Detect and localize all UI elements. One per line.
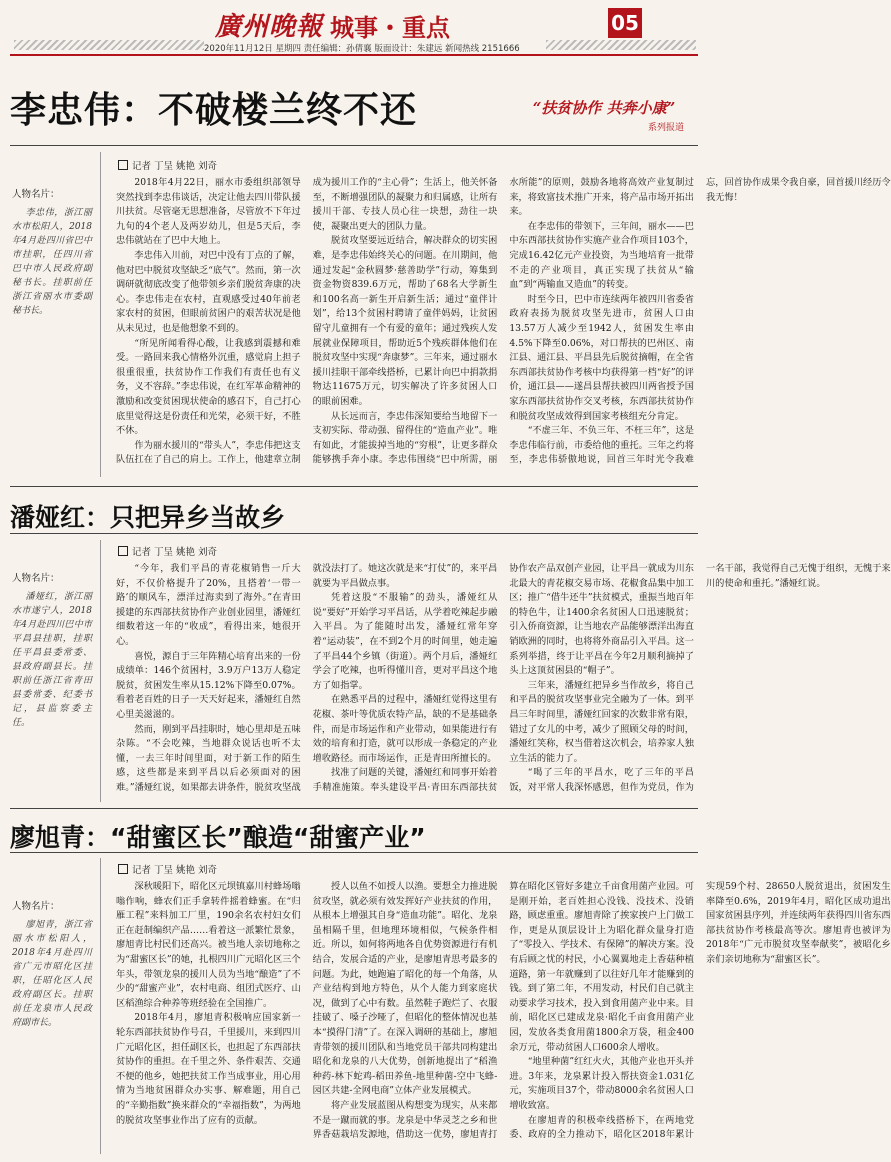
series-tag-sub: 系列报道 (647, 123, 684, 133)
article-paragraph: 喜悦，源自于三年阵精心培育出来的一份成绩单：146个贫困村，3.9万户13万人稳定脱贫，贫困发生率从15.12%下降至0.07%。看着老百姓的日子一天天好起来，潘娅红自然心里美滋滋的。 (116, 650, 301, 720)
article-paragraph: 脱贫攻坚要远近结合，解决群众的切实困难，是李忠伟始终关心的问题。在川期间，他通过发起“金秋圆梦·慈善助学”行动，筹集到资金物资839.6万元，帮助了68名大学新生和100名高一新生开启新生活；通过“童伴计划”，给13个贫困村聘请了童伴妈妈，让贫困留守儿童拥有一个有爱的童年；通过残疾人发展就业保障项目，帮助近5个残疾群体他们在脱贫攻坚中实现“奔康梦”。三年来，通过丽水援川挂职干部牵线搭桥，已累计向巴中捐款捐物达11675万元，切实解决了许多贫困人口的眼前困难。 (312, 235, 498, 407)
article-paragraph: 时至今日，巴中市连续两年被四川省委省政府表扬为脱贫攻坚先进市，贫困人口由13.57万人减少至1942人，贫困发生率由4.5%下降至0.06%，对口帮扶的巴州区、南江县、通江县、平昌县先后脱贫摘帽，在全省东西部扶贫协作考核中均获得第一档“好”的评价，通江县——遂昌县帮扶被四川两省授予国家东西部扶贫协作交叉考核，东西部扶贫协作和脱贫攻坚成效得到国家考核组充分肯定。 (509, 293, 694, 422)
newspaper-logo: 廣州晚報 (215, 12, 324, 42)
article-3-top-rule (10, 808, 698, 809)
article-2-sidebar-rule (100, 540, 101, 802)
profile-text: 潘娅红，浙江丽水市遂宁人，2018年4月赴四川巴中市平昌县挂职，挂职任平昌县委常委、县政府副县长。挂职前任浙江省青田县委常委、纪委书记，县监察委主任。 (12, 592, 92, 728)
page-number-badge: 05 (608, 8, 642, 38)
article-2-profile (12, 572, 92, 730)
article-2-under-rule (10, 533, 698, 534)
article-paragraph: 将产业发展蓝图从构想变为现实，从来都不是一蹴而就的事。龙泉是中华灵芝之乡和世界香菇栽培发源地，借助这一优势，廖旭青打算在昭化区管好多建立千亩食用菌产业园。可是刚开始，老百姓担心没钱、没技术、没销路，顾虑重重。廖旭青除了挨家挨户上门做工作，更是从顶层设计上为昭化群众量身打造了“零投入、学技术、有保障”的解决方案。没有后顾之忧的村民，小心翼翼地走上香菇种植道路，第一年就赚到了以往好几年才能赚到的钱。到了第二年，不用发动，村民们自己就主动要求学习技术，投入到食用菌产业中来。目前，昭化区已建成龙泉·昭化千亩食用菌产业园，发放各类食用菌1800余万袋，租金400余万元，带动贫困人口600余人增收。 (312, 881, 694, 1141)
article-2-body (116, 562, 891, 802)
byline-text: 记者 丁呈 姚艳 刘奇 (132, 161, 218, 172)
article-2-headline: 潘娅红：只把异乡当故乡 (10, 503, 286, 532)
article-2-byline (118, 544, 217, 558)
article-paragraph: 凭着这股“不服输”的劲头，潘娅红从说“要好”开始学习平昌话，从学着吃辣起步融入平昌。为了能随时出发，潘娅红常年穿着“运动装”，在不到2个月的时间里，她走遍了平昌44个乡镇（街道）。两个月后，潘娅红学会了吃辣，也听得懂川音，更对平昌这个地方了如指掌。 (312, 592, 498, 691)
article-paragraph: 在廖旭青的积极牵线搭桥下，在两地党委、政府的全力推动下，昭化区2018年累计实现59个村、28650人脱贫退出，贫困发生率降至0.6%，2019年4月，昭化区成功退出国家贫困县序列，并连续两年获得四川省东西部扶贫协作考核最高等次。廖旭青也被评为2018年“广元市脱贫攻坚奉献奖”，被昭化乡亲们亲切地称为“甜蜜区长”。 (509, 881, 891, 1141)
article-3-headline: 廖旭青：“甜蜜区长”酿造“甜蜜产业” (10, 823, 426, 852)
article-paragraph: 三年来，潘娅红把异乡当作故乡，将自己和平昌的脱贫攻坚事业完全融为了一体。到平昌三年时间里，潘娅红回家的次数非常有限，错过了女儿的中考，减少了照顾父母的时间，潘娅红笑称，权当借着这次机会，培养家人独立生活的能力了。 (509, 679, 694, 764)
article-1-body (116, 176, 891, 478)
article-2-top-rule (10, 486, 698, 487)
profile-title: 人物名片： (12, 189, 60, 200)
article-1-sidebar-rule (100, 152, 101, 477)
article-paragraph: 然而，刚到平昌挂职时，她心里却是五味杂陈。“不会吃辣，当地群众说话也听不太懂，一去三年时间里面，对于新工作的陌生感，这些都是来到平昌以后必须面对的困难。”潘娅红说，如果都去讲条件，脱贫攻坚战就没法打了。她这次就是来“打仗”的，来平昌就要为平昌做点事。 (116, 563, 498, 793)
profile-title: 人物名片： (12, 901, 60, 912)
article-paragraph: “喝了三年的平昌水，吃了三年的平昌饭，对平常人我深怀感恩，但作为党员，作为一名干部，我觉得自己无愧于组织，无愧于来川的使命和重托。”潘娅红说。 (509, 563, 891, 793)
article-paragraph: “不虚三年、不负三年、不枉三年”，这是李忠伟临行前，市委给他的重托。三年之约将至，李忠伟骄傲地说，回首三年时光令我难忘，回首协作成果令我自豪，回首援川经历令我无悔！ (509, 177, 891, 466)
article-3-sidebar-rule (100, 858, 101, 1154)
article-paragraph: 作为丽水援川的“带头人”，李忠伟把这支队伍扛在了自己的肩上。工作上，他建章立制成为援川工作的“主心骨”；生活上，他关怀备至，不断增强团队的凝聚力和归属感，让所有援川干部、专技人员心往一块想，劲往一块使，凝聚出更大的团队力量。 (116, 177, 498, 466)
hatch-decoration-right (546, 40, 696, 50)
section-title: 城事・重点 (330, 14, 450, 42)
article-1-top-rule (10, 145, 698, 146)
article-3-byline (118, 862, 217, 876)
article-paragraph: 2018年4月22日，丽水市委组织部领导突然找到李忠伟谈话，决定让他去四川带队援川扶贫。尽管毫无思想准备，尽管放不下年过九旬的4个老人及两岁幼儿，但是5天后，李忠伟就站在了巴中大地上。 (116, 177, 301, 247)
article-3-under-rule (10, 852, 698, 853)
article-paragraph: 找准了问题的关键，潘娅红和同事开始着手精准施策。奉头建设平昌·青田东西部扶贫协作农产品双创产业园，让平昌一就成为川东北最大的青花椒交易市场、花椒食品集中加工区；推广“借牛还牛”扶贫模式，重振当地百年的特色牛，让1400余名贫困人口迅速脱贫；引入侨商资源，让当地农产品能够漂洋出海直销欧洲的同时，也将将外商品引入平昌。这一系列举措，终于让平昌在今年2月顺利摘掉了头上这顶贫困县的“帽子”。 (312, 563, 694, 793)
article-3-profile (12, 900, 92, 1030)
article-paragraph: 李忠伟入川前，对巴中没有丁点的了解，他对巴中脱贫攻坚缺乏“底气”。然而，第一次调研就彻底改变了他带领乡亲们脱贫奔康的决心。李忠伟走在农村，直观感受过40年前老家农村的贫困，但眼前贫困户的艰苦状况是他从未见过，也是他想象不到的。 (116, 249, 301, 334)
article-paragraph: 2018年4月，廖旭青积极响应国家新一轮东西部扶贫协作号召，千里援川，来到四川广元昭化区，担任副区长，也担起了东西部扶贫协作的重担。在千里之外、条件艰苦、交通不便的他乡，她把扶贫工作当成事业，用心用情为当地贫困群众办实事、解难题，用自己的“辛勤指数”换来群众的“幸福指数”，为两地的脱贫攻坚事业作出了应有的贡献。 (116, 1012, 301, 1126)
byline-box-icon (118, 160, 128, 170)
masthead-rule (10, 54, 698, 56)
series-tag (520, 97, 688, 133)
article-paragraph: 授人以鱼不如授人以渔。要想全力推进脱贫攻坚，就必须有效发挥好产业扶贫的作用，从根本上增强其自身“造血功能”。昭化、龙泉虽相隔千里，但地理环境相似，气候条件相近。所以，如何将两地各自优势资源进行有机结合，发展合适的产业，是廖旭青思考最多的问题。为此，她跑遍了昭化的每一个角落，从产业结构到地方特色，从个人能力到家庭状况，做到了心中有数。虽然鞋子跑烂了、衣服挂破了、嗓子沙哑了，但昭化的整体情况也基本“摸得门清”了。在深入调研的基础上，廖旭青带领的援川团队和当地党员干部共同构建出昭化和龙泉的八大优势，创新地提出了“稻渔种药-林下蛇鸡-稻田养鱼-地里种菌-空中飞蜂-园区共建-全网电商”立体产业发展模式。 (312, 881, 498, 1097)
series-tag-main: “扶贫协作 共奔小康” (532, 99, 676, 117)
article-1-profile (12, 188, 92, 318)
hatch-decoration-left (14, 40, 204, 50)
article-3-body (116, 880, 891, 1156)
article-paragraph: “地里种菌”红红火火，其他产业也开头并进。3年来，龙泉累计投入帮扶资金1.031亿元，实施项目37个，带动8000余名贫困人口增收致富。 (509, 1056, 694, 1111)
article-1-headline: 李忠伟：不破楼兰终不还 (10, 90, 418, 131)
article-paragraph: “所见所闻看得心酸，让我感到震撼和难受。一路回来我心情格外沉重，感觉肩上担子很重很重，扶贫协作工作我们有责任也有义务，义不容辞。”李忠伟说，在红军革命精神的激励和改变贫困现状使命的感召下，自己打心底里觉得这是份责任和光荣，必须干好，不胜不休。 (116, 337, 301, 437)
masthead (0, 0, 708, 56)
byline-text: 记者 丁呈 姚艳 刘奇 (132, 865, 218, 876)
profile-text: 李忠伟，浙江丽水市松阳人，2018年4月赴四川省巴中市挂职，任四川省巴中市人民政府副秘书长。挂职前任浙江省丽水市委副秘书长。 (12, 208, 92, 316)
article-paragraph: 在熟悉平昌的过程中，潘娅红觉得这里有花椒、茶叶等优质农特产品，缺的不是基础条件，而是市场运作和产业带动，如果能进行有效的培育和打造，就可以形成一条稳定的产业增收路径。而市场运作，正是青田所擅长的。 (312, 694, 498, 764)
article-paragraph: 从长远而言，李忠伟深知要给当地留下一支初实际、带动强、留得住的“造血产业”。唯有如此，才能拔掉当地的“穷根”，让更多群众能够携手奔小康。李忠伟围绕“巴中所需，丽水所能”的原则，鼓励各地将高效产业复制过来，将致富技术推广开来，将产品市场开拓出来。 (312, 177, 694, 466)
profile-text: 廖旭青，浙江省丽水市松阳人，2018年4月赴四川省广元市昭化区挂职，任昭化区人民政府副区长。挂职前任龙泉市人民政府副市长。 (12, 920, 92, 1028)
article-1-byline (118, 158, 217, 172)
byline-box-icon (118, 864, 128, 874)
article-paragraph: “今年，我们平昌的青花椒销售一斤大好，不仅价格提升了20%，且搭着‘一带一路’的顺风车，漂洋过海卖到了海外。”在青田援建的东西部扶贫协作产业创业园里，潘娅红细数着这一年的“收成”，看得出来，她很开心。 (116, 563, 301, 647)
dateline: 2020年11月12日 星期四 责任编辑：孙倩襄 版面设计：朱建远 新闻热线 2151666 (204, 44, 520, 54)
byline-box-icon (118, 546, 128, 556)
article-paragraph: 在李忠伟的带领下，三年间，丽水——巴中东西部扶贫协作实施产业合作项目103个，完成16.42亿元产业投资，为当地培育一批带不走的产业项目，真正实现了扶贫从“输血”到“两输血又造血”的转变。 (509, 220, 694, 291)
profile-title: 人物名片： (12, 573, 60, 584)
byline-text: 记者 丁呈 姚艳 刘奇 (132, 547, 218, 558)
article-paragraph: 深秋暖阳下，昭化区元坝镇嘉川村蜂场嗡嗡作响，蜂农们正手拿转件摇着蜂蜜。在“归雁工程”来料加工厂里，190余名农村妇女们正在赶制编织产品……看着这一派繁忙景象，廖旭青比村民们还高兴。被当地人亲切地称之为“甜蜜区长”的她，扎根四川广元昭化区三个年头，带领龙泉的援川人员为当地“酿造”了不少的“甜蜜产业”，农村电商、组团式医疗、山区稻渔综合种养等班经验在全国推广。 (116, 881, 301, 1009)
